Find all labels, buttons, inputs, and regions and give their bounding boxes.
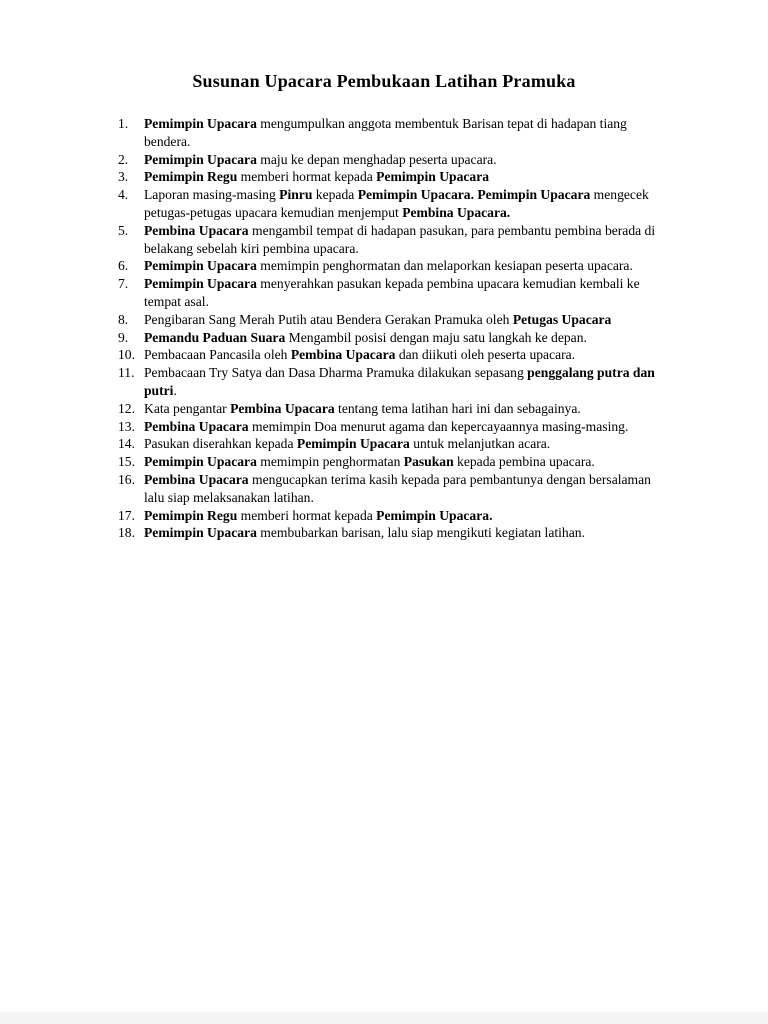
list-item-text: Kata pengantar Pembina Upacara tentang tema latihan hari ini dan sebagainya. — [144, 400, 581, 416]
list-item-number: 10. — [118, 347, 135, 363]
list-item — [118, 418, 658, 436]
list-item-number: 3. — [118, 169, 129, 185]
list-item-number: 9. — [118, 329, 129, 345]
list-item-text: Pembina Upacara memimpin Doa menurut agama dan kepercayaannya masing-masing. — [144, 418, 629, 434]
list-item-text: Pembina Upacara mengambil tempat di hadapan pasukan, para pembantu pembina berada di belakang sebelah kiri pembina upacara. — [144, 222, 656, 256]
list-item-number: 8. — [118, 311, 129, 327]
list-item-text: Pemandu Paduan Suara Mengambil posisi dengan maju satu langkah ke depan. — [144, 329, 587, 345]
list-item — [118, 364, 658, 400]
page-title: Susunan Upacara Pembukaan Latihan Pramuka — [192, 71, 576, 91]
list-item — [118, 168, 658, 186]
list-item-text: Pemimpin Upacara memimpin penghormatan dan melaporkan kesiapan peserta upacara. — [144, 258, 633, 274]
list-item — [118, 275, 658, 311]
list-item-number: 14. — [118, 436, 135, 452]
list-item-text: Pemimpin Regu memberi hormat kepada Pemimpin Upacara — [144, 169, 490, 185]
list-item — [118, 524, 658, 542]
list-item — [118, 115, 658, 151]
list-item-text: Pembacaan Pancasila oleh Pembina Upacara dan diikuti oleh peserta upacara. — [144, 347, 576, 363]
list-item-number: 17. — [118, 507, 135, 523]
list-item — [118, 257, 658, 275]
list-item-text: Pemimpin Upacara membubarkan barisan, lalu siap mengikuti kegiatan latihan. — [144, 525, 585, 541]
list-item — [118, 453, 658, 471]
list-item — [118, 329, 658, 347]
list-item-number: 15. — [118, 454, 135, 470]
list-item — [118, 222, 658, 258]
list-item-number: 4. — [118, 187, 129, 203]
ceremony-list — [118, 115, 658, 542]
list-item-number: 5. — [118, 222, 129, 238]
list-item-text: Pasukan diserahkan kepada Pemimpin Upacara untuk melanjutkan acara. — [144, 436, 551, 452]
list-item-number: 1. — [118, 116, 129, 131]
list-item-number: 7. — [118, 276, 129, 292]
list-item — [118, 507, 658, 525]
list-item-text: Laporan masing-masing Pinru kepada Pemimpin Upacara. Pemimpin Upacara mengecek petugas-petugas upacara kemudian menjemput Pembina Upacara. — [144, 187, 649, 220]
list-item-text: Pemimpin Upacara mengumpulkan anggota membentuk Barisan tepat di hadapan tiang bendera. — [144, 116, 627, 149]
list-item-text: Pemimpin Upacara maju ke depan menghadap peserta upacara. — [144, 151, 497, 167]
list-item-number: 16. — [118, 471, 135, 487]
list-item-text: Pemimpin Upacara menyerahkan pasukan kepada pembina upacara kemudian kembali ke tempat asal. — [144, 276, 640, 309]
page-bottom-edge — [0, 1012, 768, 1024]
list-item-text: Pembacaan Try Satya dan Dasa Dharma Pramuka dilakukan sepasang penggalang putra dan putri. — [144, 365, 655, 398]
list-item — [118, 151, 658, 169]
list-item-number: 6. — [118, 258, 129, 274]
list-item-number: 12. — [118, 400, 135, 416]
list-item — [118, 311, 658, 329]
list-item — [118, 346, 658, 364]
list-item-number: 11. — [118, 365, 135, 381]
list-item-text: Pembina Upacara mengucapkan terima kasih kepada para pembantunya dengan bersalaman lalu siap melaksanakan latihan. — [144, 471, 651, 505]
list-item-text: Pengibaran Sang Merah Putih atau Bendera Gerakan Pramuka oleh Petugas Upacara — [144, 311, 612, 327]
list-item — [118, 186, 658, 222]
list-item — [118, 471, 658, 507]
list-item-text: Pemimpin Upacara memimpin penghormatan Pasukan kepada pembina upacara. — [144, 454, 595, 470]
list-item — [118, 400, 658, 418]
list-item-number: 13. — [118, 418, 135, 434]
list-item — [118, 435, 658, 453]
list-item-number: 2. — [118, 151, 129, 167]
list-item-text: Pemimpin Regu memberi hormat kepada Pemimpin Upacara. — [144, 507, 493, 523]
list-item-number: 18. — [118, 525, 135, 541]
